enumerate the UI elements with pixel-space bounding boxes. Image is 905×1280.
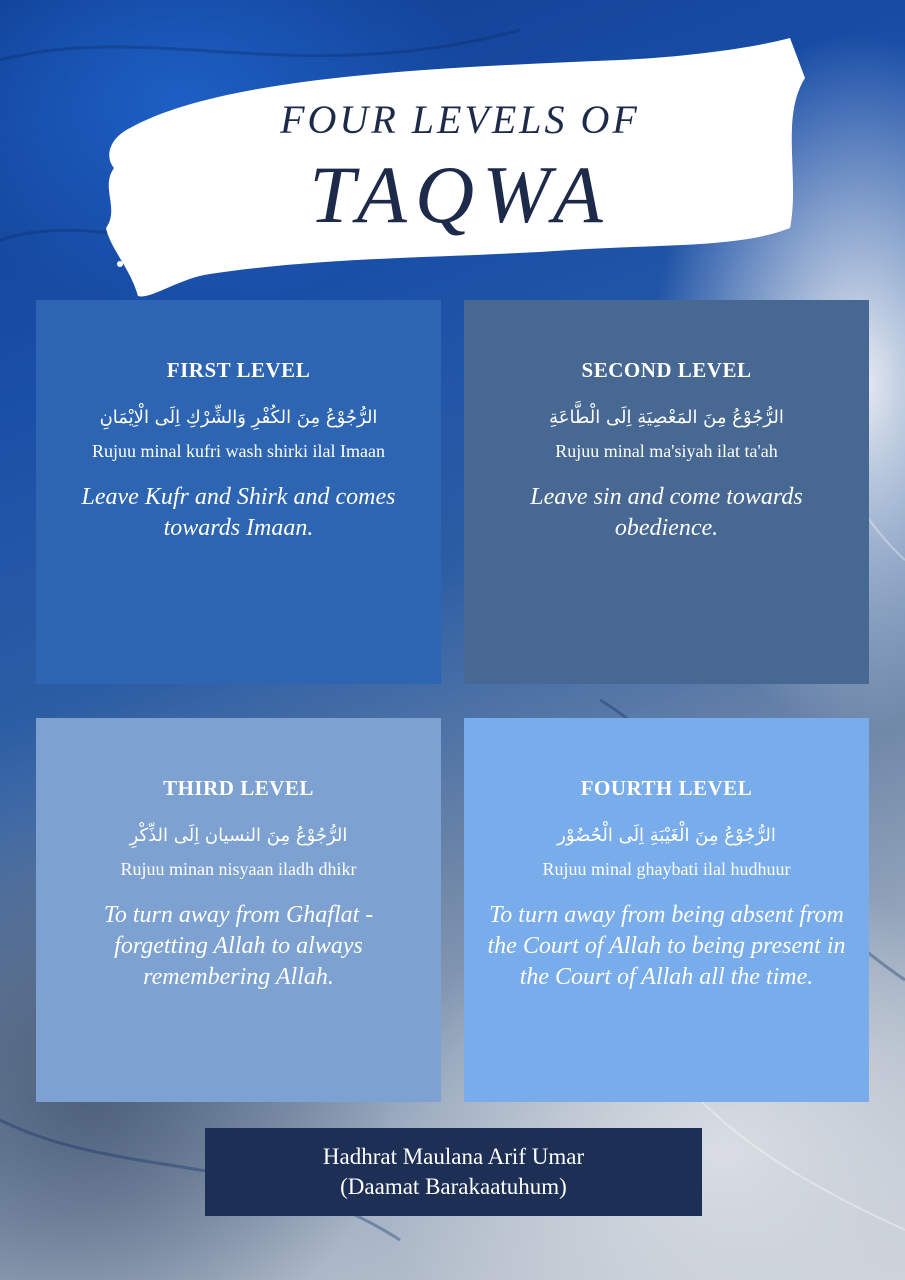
arabic-text: الرُّجُوْعُ مِنَ النسيان اِلَى الذِّكْرِ <box>129 825 348 846</box>
meaning: Leave Kufr and Shirk and comes towards Imaan. <box>81 484 396 541</box>
level-card-first <box>36 300 441 684</box>
arabic-text: الرُّجُوْعُ مِنَ الْغَيْبَةِ اِلَى الْحُضُوْر <box>557 825 776 846</box>
level-heading: SECOND LEVEL <box>581 358 752 382</box>
title-line-2: TAQWA <box>309 149 611 240</box>
meaning: To turn away from Ghaflat - forgetting Allah to always remembering Allah. <box>103 902 374 990</box>
arabic-text: الرُّجُوْعُ مِنَ المَعْصِيَةِ اِلَى الْطَّاعَةِ <box>549 407 784 428</box>
level-card-third <box>36 718 441 1102</box>
author-credit-box <box>205 1128 702 1216</box>
meaning: Leave sin and come towards obedience. <box>530 484 803 541</box>
level-card-second <box>464 300 869 684</box>
level-heading: FOURTH LEVEL <box>580 776 753 800</box>
meaning: To turn away from being absent from the Court of Allah to being present in the Court of Allah all the time. <box>487 902 846 990</box>
level-heading: FIRST LEVEL <box>166 358 311 382</box>
transliteration: Rujuu minal kufri wash shirki ilal Imaan <box>92 441 385 461</box>
author-name: Hadhrat Maulana Arif Umar <box>322 1144 585 1169</box>
level-heading: THIRD LEVEL <box>163 776 314 800</box>
transliteration: Rujuu minan nisyaan iladh dhikr <box>120 859 357 879</box>
transliteration: Rujuu minal ma'siyah ilat ta'ah <box>555 441 778 461</box>
level-card-fourth <box>464 718 869 1102</box>
title-line-1: FOUR LEVELS OF <box>280 97 640 142</box>
transliteration: Rujuu minal ghaybati ilal hudhuur <box>542 859 791 879</box>
author-honorific: (Daamat Barakaatuhum) <box>340 1174 567 1199</box>
arabic-text: الرُّجُوْعُ مِنَ الكُفْرِ وَالشِّرْكِ اِلَى الْاِيْمَانِ <box>99 407 378 428</box>
